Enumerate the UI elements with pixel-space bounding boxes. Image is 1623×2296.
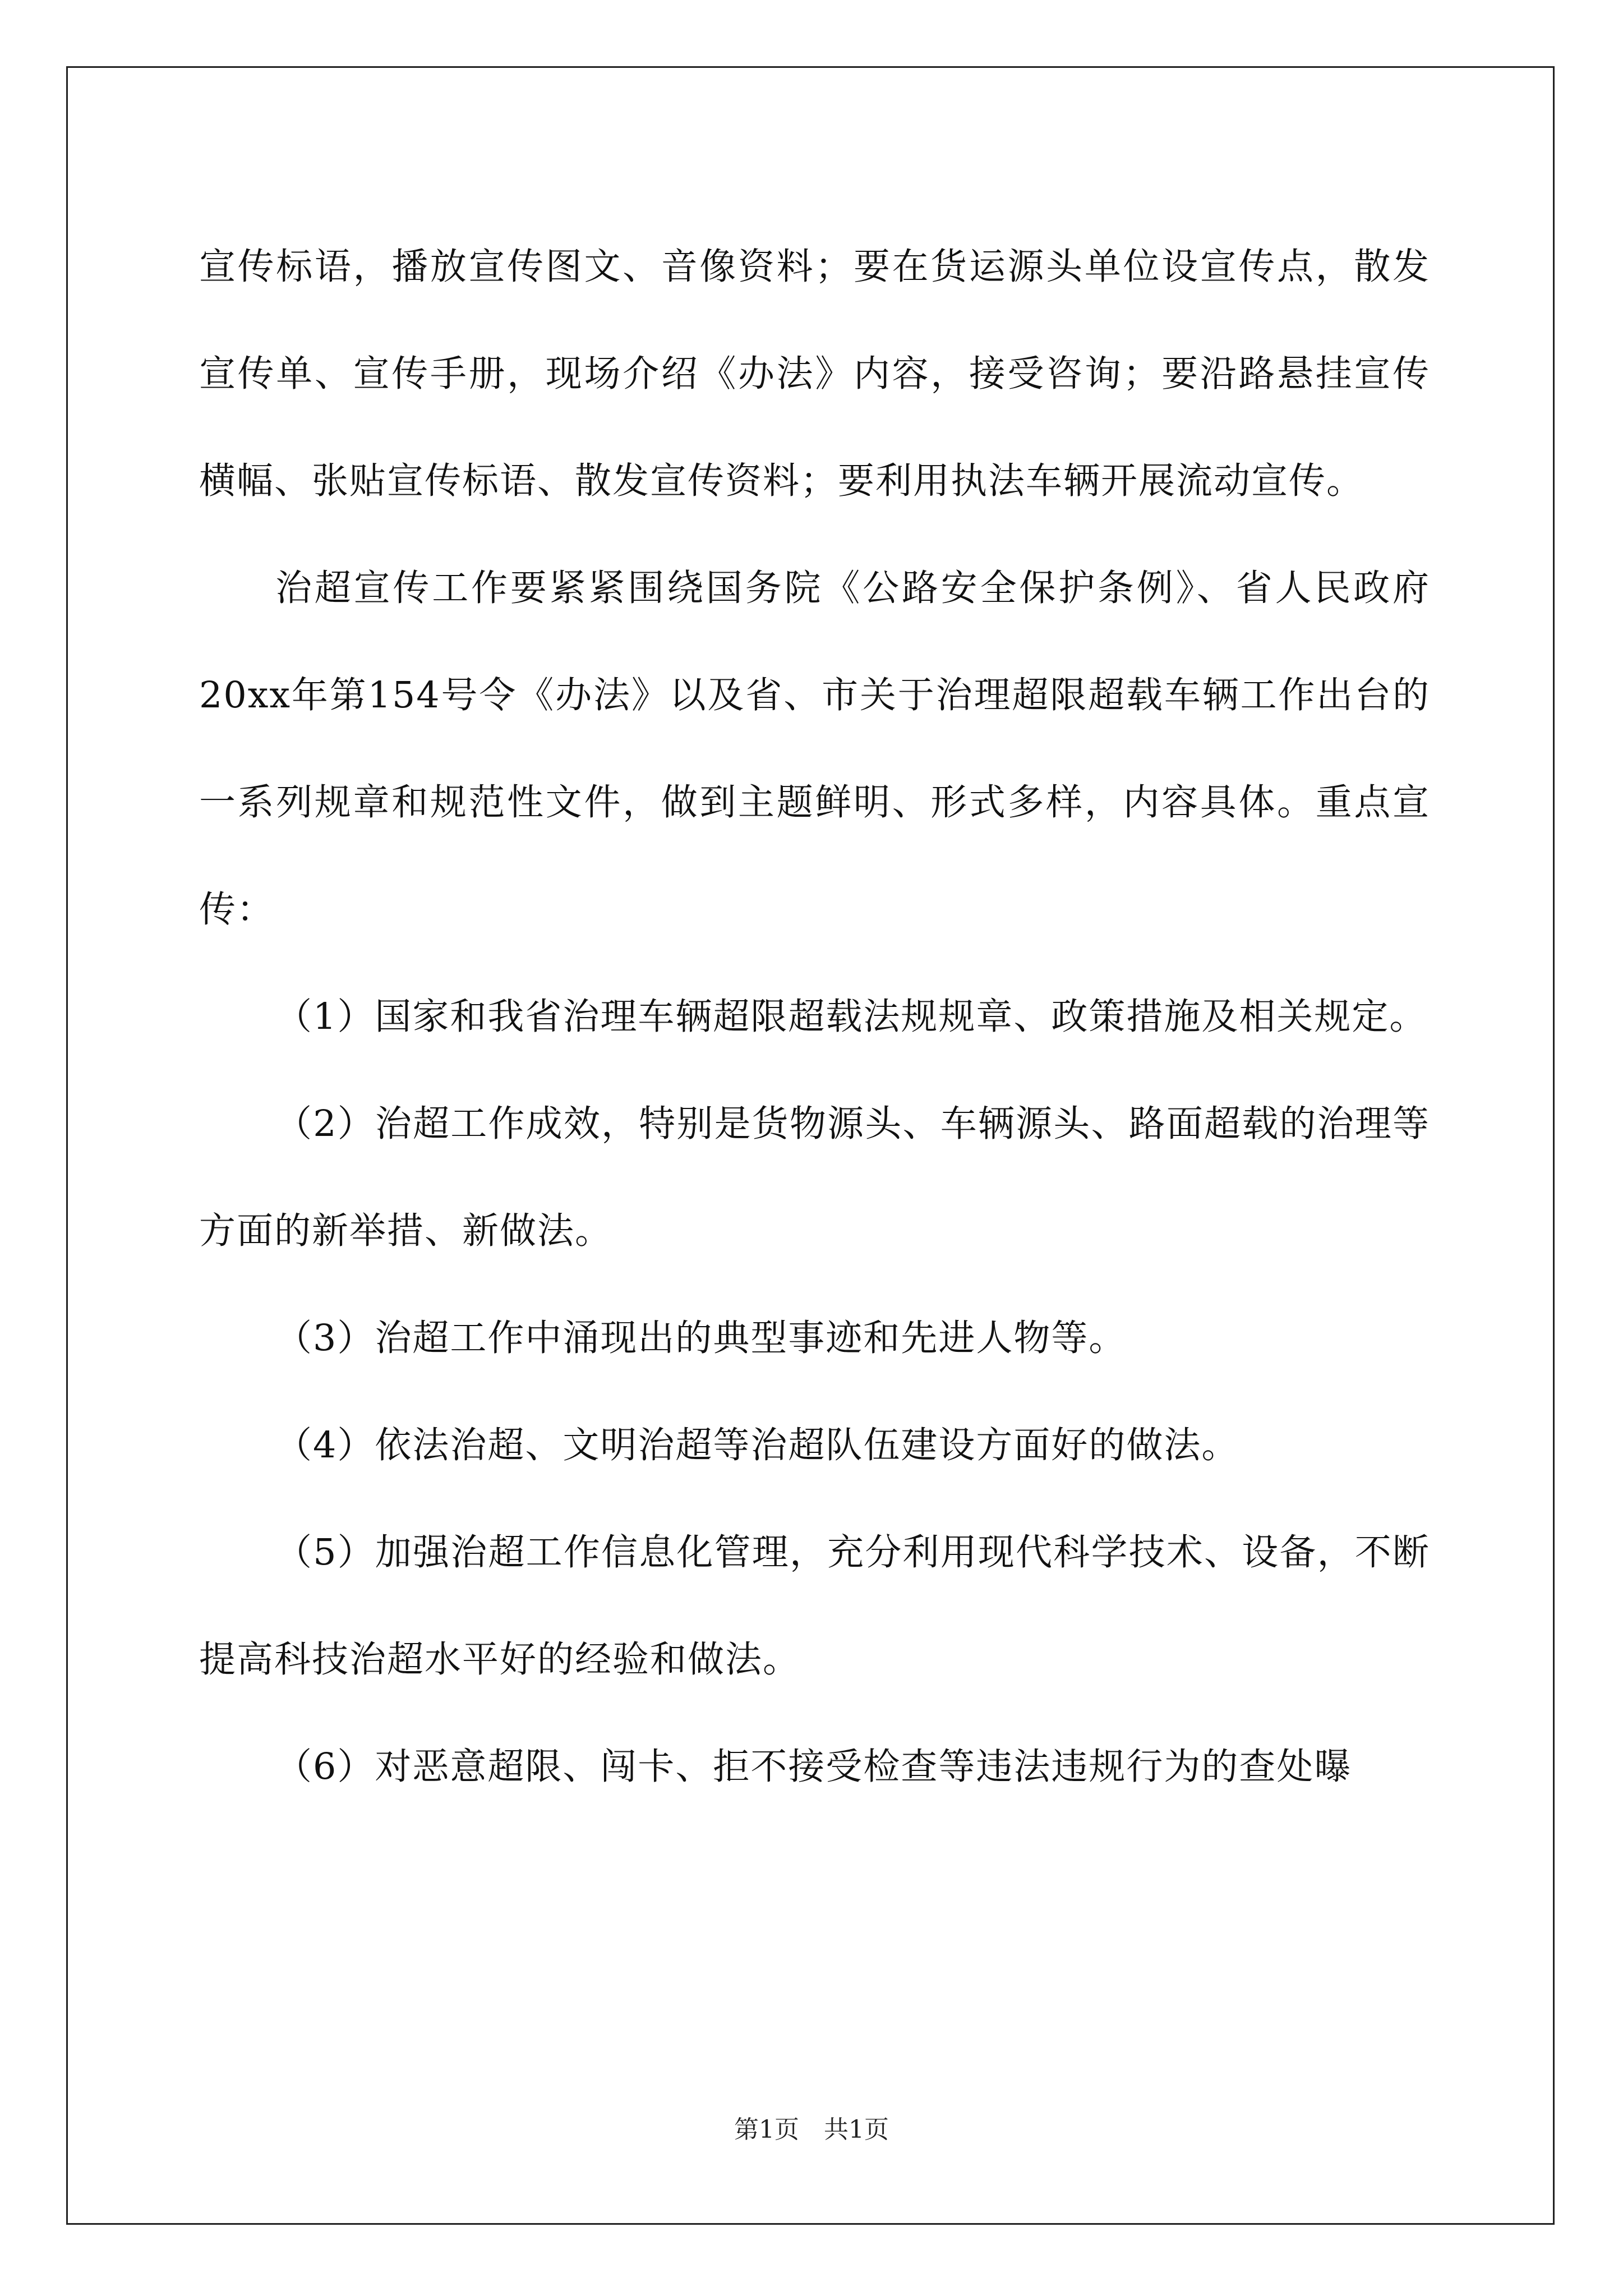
list-item-6: （6）对恶意超限、闯卡、拒不接受检查等违法违规行为的查处曝 <box>275 1746 1352 1788</box>
list-item-3: （3）治超工作中涌现出的典型事迹和先进人物等。 <box>275 1317 1127 1359</box>
document-body <box>199 213 1430 1820</box>
list-item-2: （2）治超工作成效，特别是货物源头、车辆源头、路面超载的治理等方面的新举措、新做法。 <box>199 1103 1430 1252</box>
paragraph-2: 治超宣传工作要紧紧围绕国务院《公路安全保护条例》、省人民政府20xx年第154号令《办法》以及省、市关于治理超限超载车辆工作出台的一系列规章和规范性文件，做到主题鲜明、形式多样，内容具体。重点宣传： <box>199 567 1430 931</box>
list-item-1: （1）国家和我省治理车辆超限超载法规规章、政策措施及相关规定。 <box>275 996 1427 1038</box>
paragraph-1: 宣传标语，播放宣传图文、音像资料；要在货运源头单位设宣传点，散发宣传单、宣传手册，现场介绍《办法》内容，接受咨询；要沿路悬挂宣传横幅、张贴宣传标语、散发宣传资料；要利用执法车辆开展流动宣传。 <box>199 246 1430 502</box>
list-item-5: （5）加强治超工作信息化管理，充分利用现代科学技术、设备，不断提高科技治超水平好的经验和做法。 <box>199 1531 1430 1681</box>
page-footer: 第1页 共1页 <box>734 2115 889 2144</box>
list-item-4: （4）依法治超、文明治超等治超队伍建设方面好的做法。 <box>275 1424 1239 1466</box>
